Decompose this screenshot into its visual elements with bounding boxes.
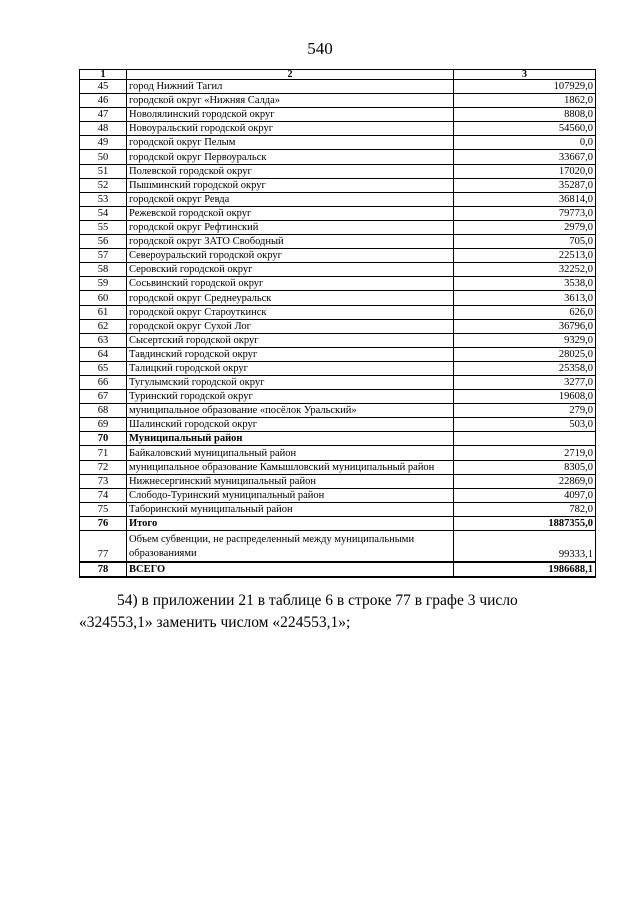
row-value-cell: 28025,0 [454,347,596,361]
table-row [80,446,596,460]
row-number-cell: 74 [80,488,127,502]
row-name-cell: городской округ Ревда [127,192,454,206]
row-number-cell: 46 [80,94,127,108]
table-row [80,122,596,136]
table-header-row [80,70,596,80]
row-number-cell: 58 [80,263,127,277]
row-number-cell: 75 [80,502,127,516]
table-row [80,562,596,577]
row-name-cell: Байкаловский муниципальный район [127,446,454,460]
table-row [80,277,596,291]
row-number-cell: 76 [80,516,127,530]
row-number-cell: 53 [80,192,127,206]
table-row [80,80,596,94]
row-name-cell: городской округ «Нижняя Салда» [127,94,454,108]
row-name-cell: Тавдинский городской округ [127,347,454,361]
row-value-cell: 4097,0 [454,488,596,502]
row-number-cell: 54 [80,206,127,220]
row-number-cell: 77 [80,531,127,563]
table-row [80,235,596,249]
table-row [80,333,596,347]
table-row [80,460,596,474]
table-row [80,220,596,234]
table-row [80,136,596,150]
row-name-cell: Пышминский городской округ [127,178,454,192]
row-value-cell: 22869,0 [454,474,596,488]
row-name-cell: городской округ Рефтинский [127,220,454,234]
row-name-cell: муниципальное образование Камышловский муниципальный район [127,460,454,474]
row-value-cell: 9329,0 [454,333,596,347]
table-body [80,80,596,578]
row-name-cell: городской округ Пелым [127,136,454,150]
row-name-cell: Нижнесергинский муниципальный район [127,474,454,488]
table-row [80,418,596,432]
column-header-value: 3 [454,70,596,80]
row-value-cell: 782,0 [454,502,596,516]
table-row [80,206,596,220]
row-name-cell: Объем субвенции, не распределенный между муниципальными образованиями [127,531,454,563]
table-row [80,516,596,530]
row-value-cell: 107929,0 [454,80,596,94]
row-number-cell: 45 [80,80,127,94]
table-row [80,474,596,488]
row-number-cell: 72 [80,460,127,474]
row-number-cell: 69 [80,418,127,432]
row-name-cell: Североуральский городской округ [127,249,454,263]
table-row [80,291,596,305]
row-name-cell: Новоуральский городской округ [127,122,454,136]
table-row [80,390,596,404]
row-number-cell: 63 [80,333,127,347]
row-number-cell: 61 [80,305,127,319]
row-value-cell: 22513,0 [454,249,596,263]
table-row [80,192,596,206]
row-number-cell: 65 [80,361,127,375]
row-name-cell: ВСЕГО [127,562,454,577]
column-header-number: 1 [80,70,127,80]
row-name-cell: Талицкий городской округ [127,361,454,375]
amendment-paragraph: 54) в приложении 21 в таблице 6 в строке 77 в графе 3 число «324553,1» заменить числом «224553,1»; [79,592,518,631]
row-name-cell: городской округ ЗАТО Свободный [127,235,454,249]
row-number-cell: 70 [80,432,127,446]
row-value-cell: 8305,0 [454,460,596,474]
row-name-cell: Сысертский городской округ [127,333,454,347]
table-row [80,263,596,277]
row-name-cell: Муниципальный район [127,432,454,446]
row-name-cell: Полевской городской округ [127,164,454,178]
row-value-cell: 17020,0 [454,164,596,178]
row-value-cell: 1986688,1 [454,562,596,577]
row-number-cell: 59 [80,277,127,291]
table-row [80,249,596,263]
row-number-cell: 66 [80,375,127,389]
row-name-cell: городской округ Сухой Лог [127,319,454,333]
row-value-cell: 1887355,0 [454,516,596,530]
row-value-cell: 19608,0 [454,390,596,404]
row-name-cell: Итого [127,516,454,530]
column-header-name: 2 [127,70,454,80]
row-value-cell: 54560,0 [454,122,596,136]
row-name-cell: Тугулымский городской округ [127,375,454,389]
row-number-cell: 49 [80,136,127,150]
row-value-cell: 99333,1 [454,531,596,563]
table-row [80,488,596,502]
row-value-cell: 35287,0 [454,178,596,192]
row-value-cell: 79773,0 [454,206,596,220]
row-number-cell: 67 [80,390,127,404]
row-value-cell: 1862,0 [454,94,596,108]
row-name-cell: городской округ Староуткинск [127,305,454,319]
row-number-cell: 64 [80,347,127,361]
row-number-cell: 60 [80,291,127,305]
row-value-cell: 705,0 [454,235,596,249]
row-number-cell: 50 [80,150,127,164]
row-name-cell: город Нижний Тагил [127,80,454,94]
table-row [80,347,596,361]
row-name-cell: муниципальное образование «посёлок Уральский» [127,404,454,418]
row-number-cell: 57 [80,249,127,263]
row-name-cell: Туринский городской округ [127,390,454,404]
row-number-cell: 55 [80,220,127,234]
row-value-cell: 503,0 [454,418,596,432]
row-value-cell: 2979,0 [454,220,596,234]
row-number-cell: 47 [80,108,127,122]
table-row [80,375,596,389]
row-value-cell: 3277,0 [454,375,596,389]
table-row [80,404,596,418]
row-number-cell: 51 [80,164,127,178]
row-name-cell: Слободо-Туринский муниципальный район [127,488,454,502]
row-value-cell: 0,0 [454,136,596,150]
row-value-cell: 25358,0 [454,361,596,375]
row-number-cell: 78 [80,562,127,577]
row-value-cell: 3538,0 [454,277,596,291]
table-row [80,305,596,319]
row-number-cell: 68 [80,404,127,418]
page-number: 540 [307,39,333,58]
row-value-cell: 32252,0 [454,263,596,277]
row-number-cell: 62 [80,319,127,333]
row-number-cell: 56 [80,235,127,249]
table-row [80,94,596,108]
row-number-cell: 73 [80,474,127,488]
table-row [80,502,596,516]
row-name-cell: Сосьвинский городской округ [127,277,454,291]
row-name-cell: городской округ Первоуральск [127,150,454,164]
row-name-cell: Серовский городской округ [127,263,454,277]
row-name-cell: Таборинский муниципальный район [127,502,454,516]
row-value-cell: 3613,0 [454,291,596,305]
row-name-cell: Шалинский городской округ [127,418,454,432]
table-row [80,361,596,375]
row-value-cell: 36796,0 [454,319,596,333]
table-row [80,531,596,563]
row-name-cell: Новолялинский городской округ [127,108,454,122]
row-name-cell: городской округ Среднеуральск [127,291,454,305]
table-row [80,178,596,192]
row-value-cell [454,432,596,446]
table-row [80,319,596,333]
row-value-cell: 33667,0 [454,150,596,164]
row-name-cell: Режевской городской округ [127,206,454,220]
table-row [80,150,596,164]
row-number-cell: 71 [80,446,127,460]
subvention-table [79,69,596,578]
row-value-cell: 279,0 [454,404,596,418]
table-row [80,108,596,122]
row-value-cell: 36814,0 [454,192,596,206]
row-number-cell: 48 [80,122,127,136]
table-row [80,164,596,178]
row-number-cell: 52 [80,178,127,192]
row-value-cell: 2719,0 [454,446,596,460]
row-value-cell: 626,0 [454,305,596,319]
table-row [80,432,596,446]
row-value-cell: 8808,0 [454,108,596,122]
